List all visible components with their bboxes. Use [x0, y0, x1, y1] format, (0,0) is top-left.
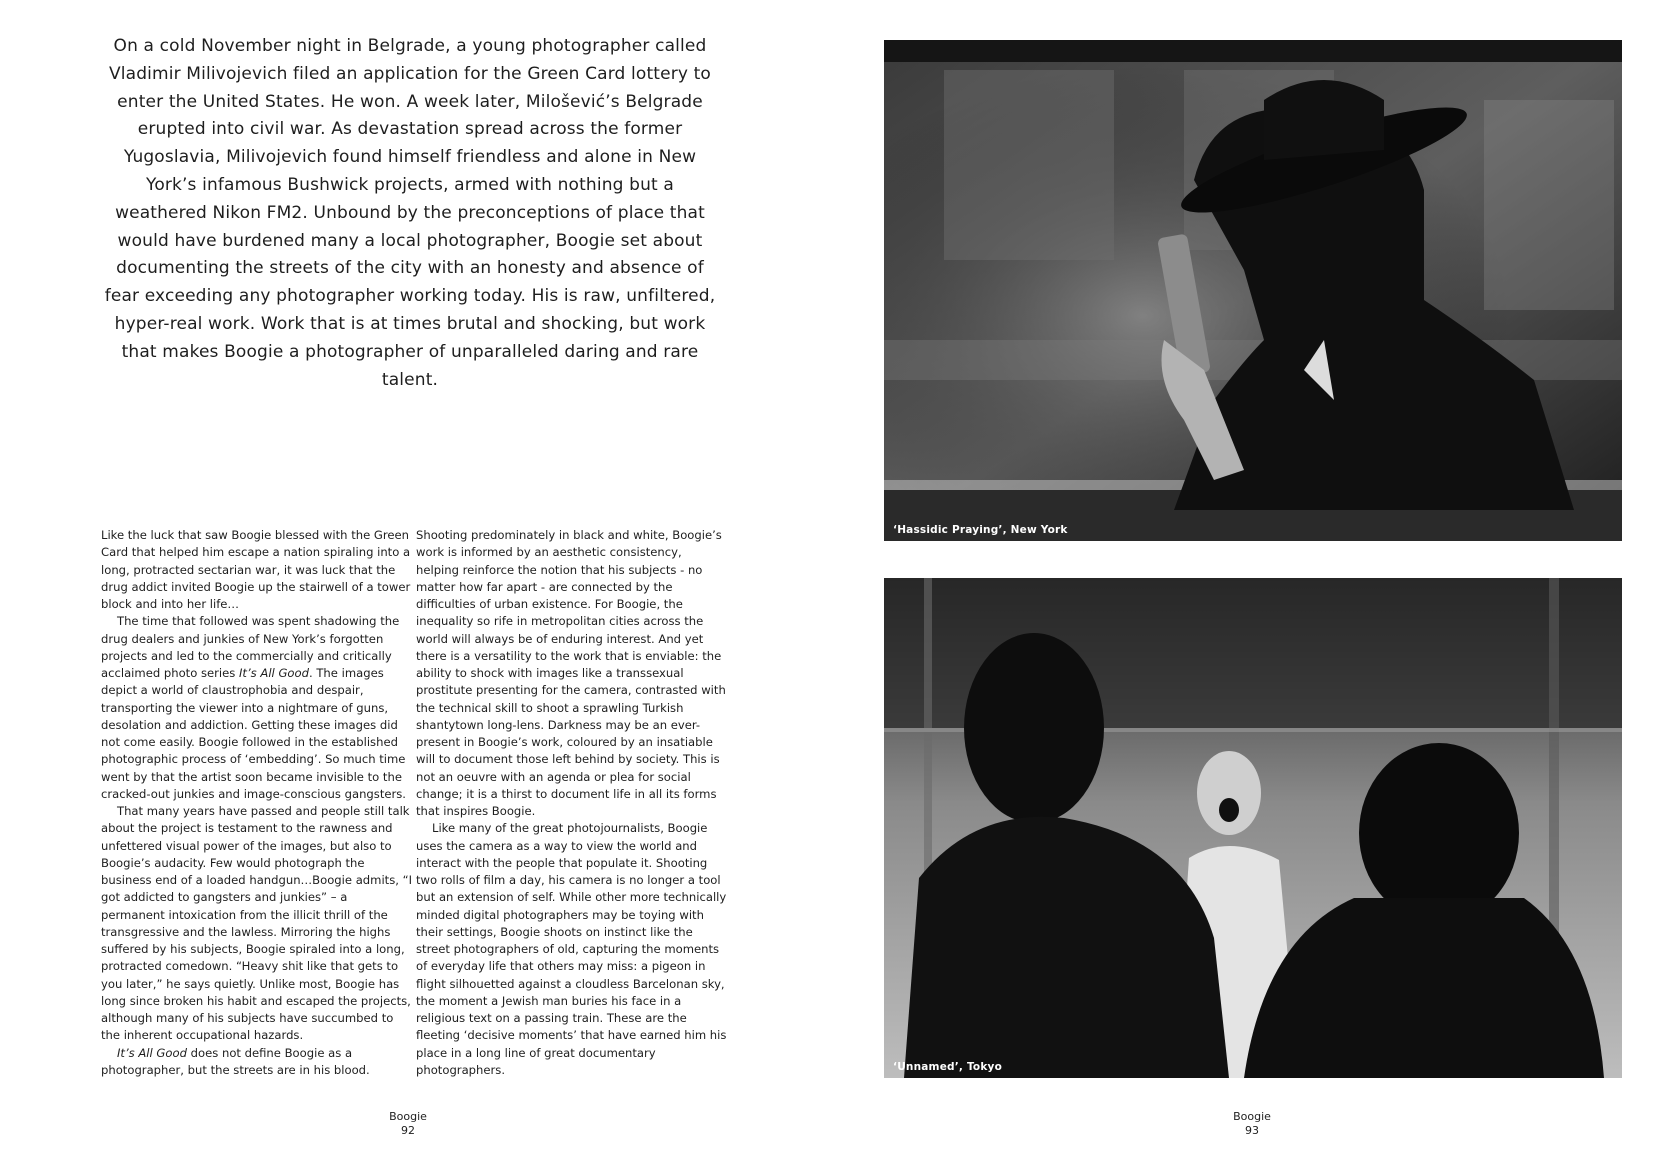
folio-left: [348, 1110, 468, 1138]
folio-title: Boogie: [389, 1110, 427, 1123]
photo-unnamed-tokyo: [884, 578, 1622, 1078]
column2-paragraph-2: Like many of the great photojournalists, Boogie uses the camera as a way to view the world and interact with the people that populate it. Shooting two rolls of film a day, his camera is no longer a tool but an extension of self. While other more technically minded digital photographers may be toying with their settings, Boogie shoots on instinct like the street photographers of old, capturing the moments of everyday life that others may miss: a pigeon in flight silhouetted against a cloudless Barcelonan sky, the moment a Jewish man buries his face in a religious text on a passing train. These are the fleeting ‘decisive moments’ that have earned him his place in a long line of great documentary photographers.: [416, 821, 727, 1077]
column1-paragraph-4: [101, 1045, 413, 1080]
photo-hassidic-praying-image: [884, 40, 1622, 541]
column1-paragraph-2: [101, 613, 413, 803]
column1-paragraph-2-text-a: The time that followed was spent shadowing the drug dealers and junkies of New York’s forgotten projects and led to the commercially and critically acclaimed photo series: [101, 614, 400, 680]
column1-paragraph-1: Like the luck that saw Boogie blessed with the Green Card that helped him escape a nation spiraling into a long, protracted sectarian war, it was luck that the drug addict invited Boogie up the stairwell of a tower block and into her life…: [101, 528, 411, 611]
column1-paragraph-4-text: does not define Boogie as a photographer, but the streets are in his blood.: [101, 1045, 370, 1077]
column2-paragraph-1: Shooting predominately in black and white, Boogie’s work is informed by an aesthetic consistency, helping reinforce the notion that his subjects - no matter how far apart - are connected by the difficulties of urban existence. For Boogie, the inequality so rife in metropolitan cities across the world will always be of enduring interest. And yet there is a versatility to the work that is enviable: the ability to shock with images like a transsexual prostitute presenting for the camera, contrasted with the technical skill to shoot a sprawling Turkish shantytown long-lens. Darkness may be an ever-present in Boogie’s work, coloured by an insatiable will to document those left behind by society. This is not an oeuvre with an agenda or plea for social change; it is a thirst to document life in all its forms that inspires Boogie.: [416, 528, 726, 818]
photo-hassidic-praying: [884, 40, 1622, 541]
series-title-italic: It’s All Good: [117, 1045, 187, 1060]
article-column-2: [416, 527, 728, 1079]
column1-paragraph-2-text-b: . The images depict a world of claustrophobia and despair, transporting the viewer into a nightmare of guns, desolation and addiction. Getting these images did not come easily. Boogie followed in the established photographic process of ‘embedding’. So much time went by that the artist soon became invisible to the cracked-out junkies and image-conscious gangsters.: [101, 666, 406, 801]
folio-right: [1192, 1110, 1312, 1138]
article-column-1: [101, 527, 413, 1079]
photo-caption-bottom: ‘Unnamed’, Tokyo: [893, 1061, 1002, 1073]
page-number: 92: [401, 1124, 415, 1137]
intro-paragraph: On a cold November night in Belgrade, a young photographer called Vladimir Milivojevich filed an application for the Green Card lottery to enter the United States. He won. A week later, Milošević’s Belgrade erupted into civil war. As devastation spread across the former Yugoslavia, Milivojevich found himself friendless and alone in New York’s infamous Bushwick projects, armed with nothing but a weathered Nikon FM2. Unbound by the preconceptions of place that would have burdened many a local photographer, Boogie set about documenting the streets of the city with an honesty and absence of fear exceeding any photographer working today. His is raw, unfiltered, hyper-real work. Work that is at times brutal and shocking, but work that makes Boogie a photographer of unparalleled daring and rare talent.: [104, 36, 716, 390]
photo-caption-top: ‘Hassidic Praying’, New York: [893, 524, 1068, 536]
page-number: 93: [1245, 1124, 1259, 1137]
photo-unnamed-tokyo-image: [884, 578, 1622, 1078]
folio-title: Boogie: [1233, 1110, 1271, 1123]
column1-paragraph-3: That many years have passed and people still talk about the project is testament to the rawness and unfettered visual power of the images, but also to Boogie’s audacity. Few would photograph the business end of a loaded handgun…Boogie admits, “I got addicted to gangsters and junkies” – a permanent intoxication from the illicit thrill of the transgressive and the lawless. Mirroring the highs suffered by his subjects, Boogie spiraled into a long, protracted comedown. “Heavy shit like that gets to you later,” he says quietly. Unlike most, Boogie has long since broken his habit and escaped the projects, although many of his subjects have succumbed to the inherent occupational hazards.: [101, 804, 413, 1043]
series-title-italic: It’s All Good: [239, 666, 309, 680]
